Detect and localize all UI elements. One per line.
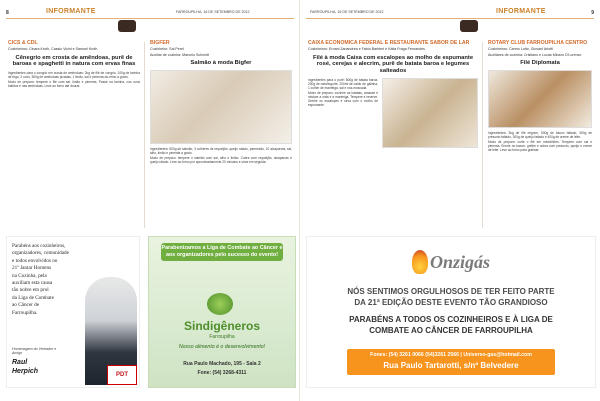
recipe-body (488, 131, 592, 152)
prep-text: Modo de preparo: tempere o filé com sal, limão e pimenta. Passe na farinha, nos ovos batidos e nas amêndoas. Leve ao forno até dourar. (8, 80, 140, 89)
recipe-column-rotary (488, 40, 592, 230)
party-logo (107, 365, 137, 385)
left-page-header (6, 8, 294, 18)
recipe-column-bigfer (150, 40, 292, 230)
cooks-credit: Cozinheiros: Carmo Lotto, Giovani Ariotti (488, 47, 553, 52)
recipe-row (308, 78, 478, 148)
ad-onzigas (306, 236, 596, 388)
right-page (300, 0, 600, 401)
section-tag: INFORMANTE (496, 8, 546, 15)
brand-city: Farroupilha (209, 334, 235, 340)
event-logo (460, 20, 478, 32)
cooks-credit: Cozinheiros: Ernani Zanandrea e Fábio Barbieri e Kátia Fraga Fernandes (308, 47, 425, 52)
line-2: DA 21ª EDIÇÃO DESTE EVENTO TÃO GRANDIOSO (354, 298, 548, 307)
section-title: CICS & CDL (8, 40, 38, 46)
column-divider (482, 42, 483, 228)
prep-text: Modo de preparo: cozinhe as batatas, amasse e misture a nata e a manteiga. Tempere e reserve. Grelhe os escalopes e sirva com o molho de espumante. (308, 90, 378, 108)
cooks-credit: Cozinheiros: Cinara Kroth, Cassio Vicini e Samuel Kroth (8, 47, 98, 52)
publication-date: FARROUPILHA, 16 DE SETEMBRO DE 2012 (176, 10, 250, 14)
publication-date: FARROUPILHA, 16 DE SETEMBRO DE 2012 (310, 10, 384, 14)
phones-text: Fones: (54) 3261 0066 (54)3261 2566 | Universo-gas@hotmail.com (370, 352, 532, 358)
ingredients-text: Ingredientes para o congrio em crosta de amêndoas: 2kg de filé de congrio, 100g de farinha de trigo, 2 ovos, 500g de amêndoas picadas, 1 limão, sal e pimenta-do-reino a gosto. (8, 70, 140, 80)
ingredients-text: Ingredientes: 3kg de filé mignon, 500g de bacon fatiado, 300g de presunto fatiado, 300g de queijo fatiado e 400g de creme de leite. (488, 130, 592, 140)
recipe-title: Filé à moda Caixa com escalopes ao molho de espumante rosé, cerejas e alecrim, purê de batata baroa e legumes salteados (312, 54, 474, 74)
page-number: 8 (6, 10, 9, 16)
dish-photo (382, 78, 478, 148)
recipe-title: Filé Diplomata (520, 60, 560, 67)
contact-bar (347, 349, 555, 375)
section-title: BIGFER (150, 40, 170, 46)
flame-icon (412, 250, 428, 274)
header-rule (6, 18, 294, 19)
brand-name: Sindigêneros (183, 319, 260, 333)
ad-message: Parabéns aos cozinheiros, organizadores, comunidade e todos envolvidos no 21º Jantar Homens na Cozinha, pela auxiliam esta causa tão nobre em prol da Liga de Combate ao Câncer de Farroupilha. (12, 243, 69, 316)
prep-text: Modo de preparo: corte o filé em medalhões. Tempere com sal e pimenta. Enrole no bacon, grelhe e cubra com presunto, queijo e creme de leite. Leve ao forno para gratinar. (488, 140, 592, 153)
line-1: NÓS SENTIMOS ORGULHOSOS DE TER FEITO PARTE (347, 287, 555, 296)
dish-photo (150, 70, 292, 144)
dish-photo (488, 70, 592, 128)
right-page-header (306, 8, 594, 18)
header-rule (306, 18, 594, 19)
ingredients-text: Ingredientes: 600g de salmão, 3 colheres de requeijão, queijo ralado, parmesão, 10 alcaparras, sal, alho, limão e pimenta a gosto. (150, 146, 292, 156)
column-divider (144, 42, 145, 228)
recipe-title: Cênegrio em crosta de amêndoas, purê de baroas e spaghetti in natura com ervas finas (12, 54, 136, 68)
section-tag: INFORMANTE (46, 8, 96, 15)
recipe-body (308, 78, 378, 148)
sindigeneros-logo (207, 293, 233, 315)
ingredients-text: Ingredientes para o purê: 800g de batata baroa, 200g de nata/iogurte, 200ml de caldo de galinha, 1 colher de manteiga, sal e noz-moscada. (308, 77, 378, 90)
prep-text: Modo de preparo: tempere o salmão com sal, alho e limão. Cubra com requeijão, alcaparras e queijo ralado. Leve ao forno por aproximadamente 20 minutos e sirva em seguida. (150, 156, 292, 165)
address-text: Rua Paulo Machado, 195 - Sala 2 (183, 361, 261, 367)
event-logo (118, 20, 136, 32)
page-number: 9 (591, 10, 594, 16)
cooks-credit: Cozinheiro: Sal Perel (150, 47, 184, 52)
assistant-credit: Auxiliares de cozinha: Cristiano e Lucas Miozzo D'Lorenzo (488, 52, 582, 57)
brand-name: Onzigás (429, 251, 491, 272)
party-label: PDT (116, 372, 128, 378)
slogan: Nosso alimento é o desenvolvimento! (178, 344, 266, 350)
ad-raul-herpich (6, 236, 140, 388)
line-4: COMBATE AO CÂNCER DE FARROUPILHA (369, 326, 533, 335)
address-text: Rua Paulo Tartarotti, s/nº Belvedere (383, 361, 519, 370)
candidate-first-name: Raul (12, 359, 28, 366)
onzigas-logo (409, 243, 493, 281)
recipe-title: Salmão à moda Bigfer (190, 60, 252, 67)
recipe-column-caixa (308, 40, 478, 230)
recipe-column-cics (8, 40, 140, 230)
candidate-last-name: Herpich (12, 368, 39, 375)
section-title: ROTARY CLUB FARROUPILHA CENTRO (488, 40, 588, 46)
ad-sindigeneros (148, 236, 296, 388)
recipe-body (150, 147, 292, 164)
recipe-body (8, 71, 140, 88)
assistant-credit: Auxiliar de cozinha: Marcelo Schmidt (150, 52, 209, 57)
ad-headline: Parabenizamos a Liga de Combate ao Câncer e aos organizadores pelo sucesso do evento! (161, 243, 283, 261)
phone-text: Fone: (54) 3268-4311 (197, 370, 247, 376)
tribute-text: Homenagem do Vereador e Amigo (12, 347, 57, 356)
line-3: PARABÉNS A TODOS OS COZINHEIROS E À LIGA DE (349, 315, 553, 324)
section-title: CAIXA ECONÔMICA FEDERAL E RESTAURANTE SABOR DE LAR (308, 40, 470, 46)
